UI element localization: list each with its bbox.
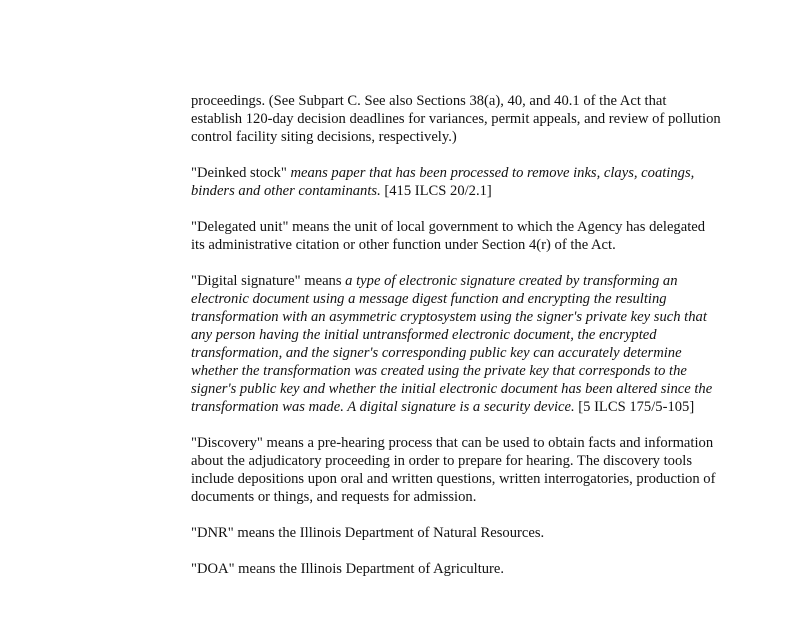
statutory-quote: means paper that has been processed to remove inks, clays, coatings, binders and other contaminants.	[191, 165, 695, 199]
definition-text: "Discovery" means a pre-hearing process that can be used to obtain facts and information about the adjudicatory proceeding in order to prepare for hearing. The discovery tools include depositions upon oral and written questions, written interrogatories, production of documents or things, and requests for admission.	[191, 435, 716, 505]
definition-delegated-unit	[191, 218, 721, 254]
statutory-quote: a type of electronic signature created by transforming an electronic document using a message digest function and encrypting the resulting transformation with an asymmetric cryptosystem using the signer's private key such that any person having the initial untransformed electronic document, the encrypted transformation, and the signer's corresponding public key can accurately determine whether the transformation was created using the private key that corresponds to the signer's public key and whether the initial electronic document has been altered since the transformation was made. A digital signature is a security device.	[191, 273, 713, 415]
definitions-text-block	[191, 92, 721, 578]
definition-term: "Digital signature" means	[191, 273, 346, 289]
definition-dnr	[191, 524, 721, 542]
definition-term: "Deinked stock"	[191, 165, 291, 181]
citation: [5 ILCS 175/5-105]	[574, 399, 695, 415]
paragraph-proceedings	[191, 92, 721, 146]
definition-text: "DOA" means the Illinois Department of Agriculture.	[191, 561, 505, 577]
definition-discovery	[191, 434, 721, 506]
definition-text: "Delegated unit" means the unit of local government to which the Agency has delegated its administrative citation or other function under Section 4(r) of the Act.	[191, 219, 706, 253]
citation: [415 ILCS 20/2.1]	[380, 183, 492, 199]
definition-doa	[191, 560, 721, 578]
definition-text: "DNR" means the Illinois Department of Natural Resources.	[191, 525, 545, 541]
definition-deinked-stock	[191, 164, 721, 200]
definition-digital-signature	[191, 272, 721, 416]
paragraph-text: proceedings. (See Subpart C. See also Sections 38(a), 40, and 40.1 of the Act that establish 120-day decision deadlines for variances, permit appeals, and review of pollution control facility siting decisions, respectively.)	[191, 93, 721, 145]
